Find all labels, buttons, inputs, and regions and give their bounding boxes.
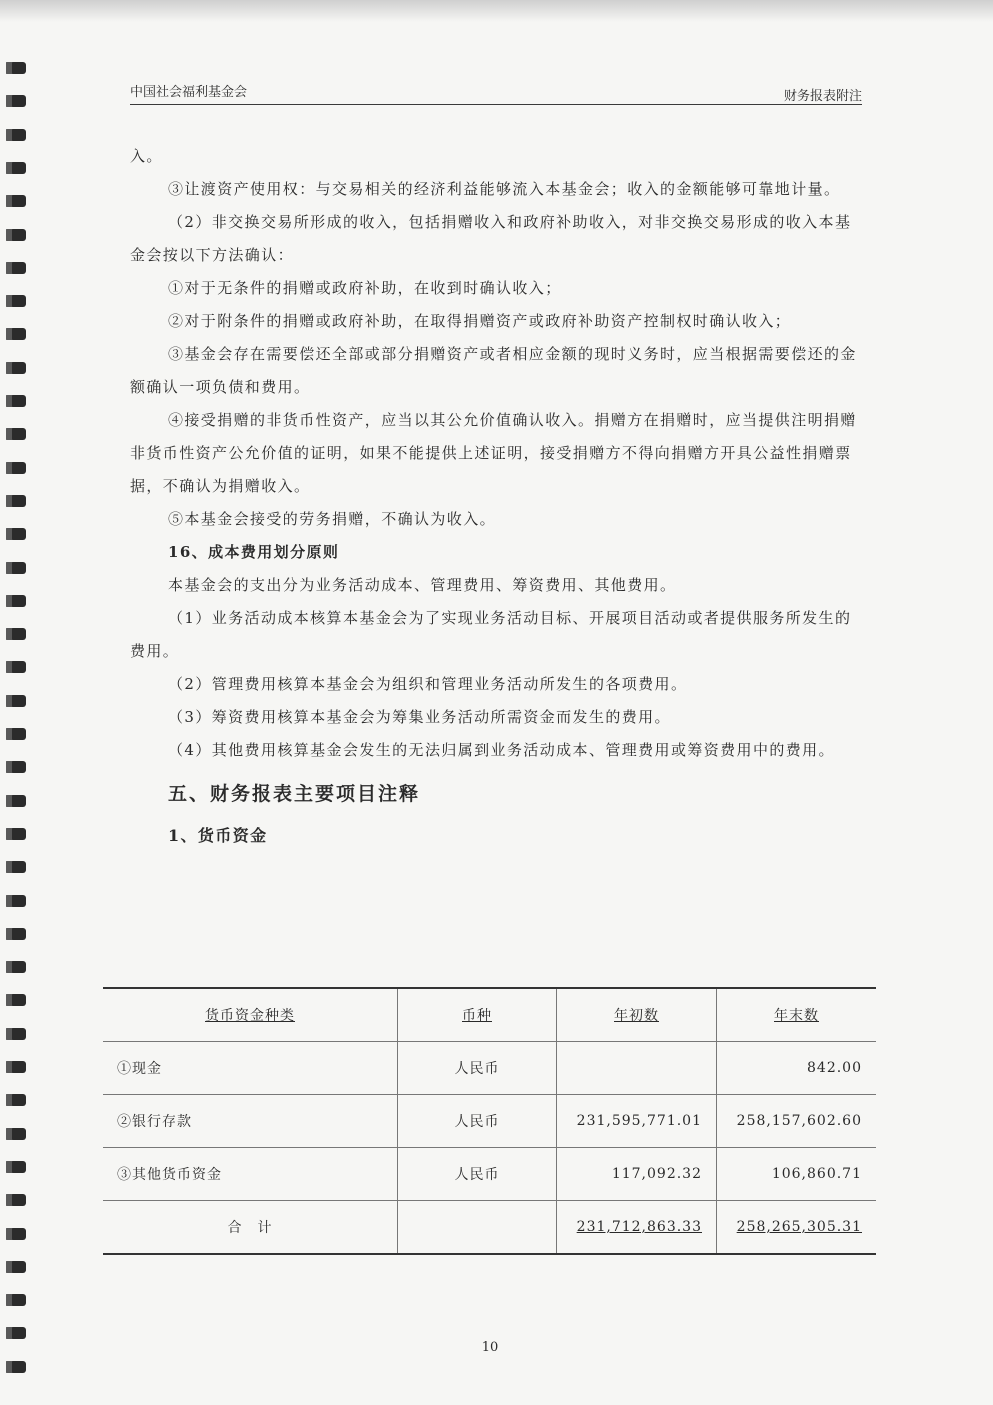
binding-ring [6,495,26,507]
paragraph: ②对于附条件的捐赠或政府补助，在取得捐赠资产或政府补助资产控制权时确认收入； [168,312,792,330]
column-header: 币种 [398,988,557,1042]
binding-ring [6,1028,26,1040]
paragraph: 入。 [130,147,163,165]
paragraph: ⑤本基金会接受的劳务捐赠，不确认为收入。 [168,510,497,528]
table-cell: 231,595,771.01 [557,1095,717,1148]
binding-ring [6,1294,26,1306]
cost-item: （2）管理费用核算本基金会为组织和管理业务活动所发生的各项费用。 [168,675,688,693]
table-cell: 合 计 [103,1201,398,1255]
binding-ring [6,395,26,407]
column-header: 年末数 [717,988,877,1042]
table-cell [557,1042,717,1095]
binding-ring [6,129,26,141]
table-row [103,1042,876,1095]
binding-ring [6,961,26,973]
paragraph: ③让渡资产使用权：与交易相关的经济利益能够流入本基金会；收入的金额能够可靠地计量。 [168,180,841,198]
binding-ring [6,695,26,707]
table-cell: 117,092.32 [557,1148,717,1201]
subsection-title: 1、货币资金 [168,826,268,845]
binding-ring [6,928,26,940]
spiral-binding [0,50,30,1400]
binding-ring [6,761,26,773]
table-cell: 842.00 [717,1042,877,1095]
table-row [103,1095,876,1148]
binding-ring [6,1327,26,1339]
section-title: 五、财务报表主要项目注释 [168,783,421,805]
header-org-name: 中国社会福利基金会 [130,85,248,100]
binding-ring [6,1261,26,1273]
binding-ring [6,1094,26,1106]
binding-ring [6,1161,26,1173]
header-doc-title: 财务报表附注 [783,89,862,104]
binding-ring [6,1228,26,1240]
table-cell: 人民币 [398,1148,557,1201]
cost-item: （4）其他费用核算基金会发生的无法归属到业务活动成本、管理费用或筹资费用中的费用。 [168,741,835,759]
table-cell: 人民币 [398,1095,557,1148]
binding-ring [6,1061,26,1073]
cost-item: （3）筹资费用核算本基金会为筹集业务活动所需资金而发生的费用。 [168,708,671,726]
binding-ring [6,528,26,540]
binding-ring [6,428,26,440]
binding-ring [6,994,26,1006]
binding-ring [6,328,26,340]
page-header [130,78,862,105]
binding-ring [6,562,26,574]
binding-ring [6,262,26,274]
binding-ring [6,1361,26,1373]
paragraph: ③基金会存在需要偿还全部或部分捐赠资产或者相应金额的现时义务时，应当根据需要偿还的金额确认一项负债和费用。 [130,345,857,396]
binding-ring [6,895,26,907]
table-cell: 人民币 [398,1042,557,1095]
table-cell: ①现金 [103,1042,398,1095]
column-header: 货币资金种类 [103,988,398,1042]
paragraph: （2）非交换交易所形成的收入，包括捐赠收入和政府补助收入，对非交换交易形成的收入本基金会按以下方法确认： [130,213,852,264]
binding-ring [6,295,26,307]
binding-ring [6,229,26,241]
table-cell: ②银行存款 [103,1095,398,1148]
table-cell [717,1201,877,1255]
page-number: 10 [481,1340,499,1355]
total-opening: 231,712,863.33 [576,1219,702,1235]
binding-ring [6,195,26,207]
binding-ring [6,1194,26,1206]
table-header-row [103,988,876,1042]
binding-ring [6,1128,26,1140]
cost-item: （1）业务活动成本核算本基金会为了实现业务活动目标、开展项目活动或者提供服务所发生的费用。 [130,609,852,660]
binding-ring [6,661,26,673]
table-cell: 106,860.71 [717,1148,877,1201]
binding-ring [6,462,26,474]
binding-ring [6,828,26,840]
table-row [103,1148,876,1201]
paragraph: ④接受捐赠的非货币性资产，应当以其公允价值确认收入。捐赠方在捐赠时，应当提供注明捐赠非货币性资产公允价值的证明，如果不能提供上述证明，接受捐赠方不得向捐赠方开具公益性捐赠票据，不确认为捐赠收入。 [130,411,857,495]
binding-ring [6,628,26,640]
column-header: 年初数 [557,988,717,1042]
paragraph: ①对于无条件的捐赠或政府补助，在收到时确认收入； [168,279,562,297]
binding-ring [6,95,26,107]
table-cell [398,1201,557,1255]
binding-ring [6,162,26,174]
table-cell: 258,157,602.60 [717,1095,877,1148]
scan-top-edge [0,0,993,22]
cost-section-heading: 16、成本费用划分原则 [168,543,340,561]
table-total-row [103,1201,876,1255]
cost-section-intro: 本基金会的支出分为业务活动成本、管理费用、筹资费用、其他费用。 [168,576,677,594]
table-cell: ③其他货币资金 [103,1148,398,1201]
binding-ring [6,62,26,74]
table-cell [557,1201,717,1255]
body-text [130,140,858,852]
binding-ring [6,795,26,807]
binding-ring [6,362,26,374]
binding-ring [6,861,26,873]
total-closing: 258,265,305.31 [736,1219,862,1235]
monetary-funds-table [103,987,876,1255]
binding-ring [6,728,26,740]
binding-ring [6,595,26,607]
